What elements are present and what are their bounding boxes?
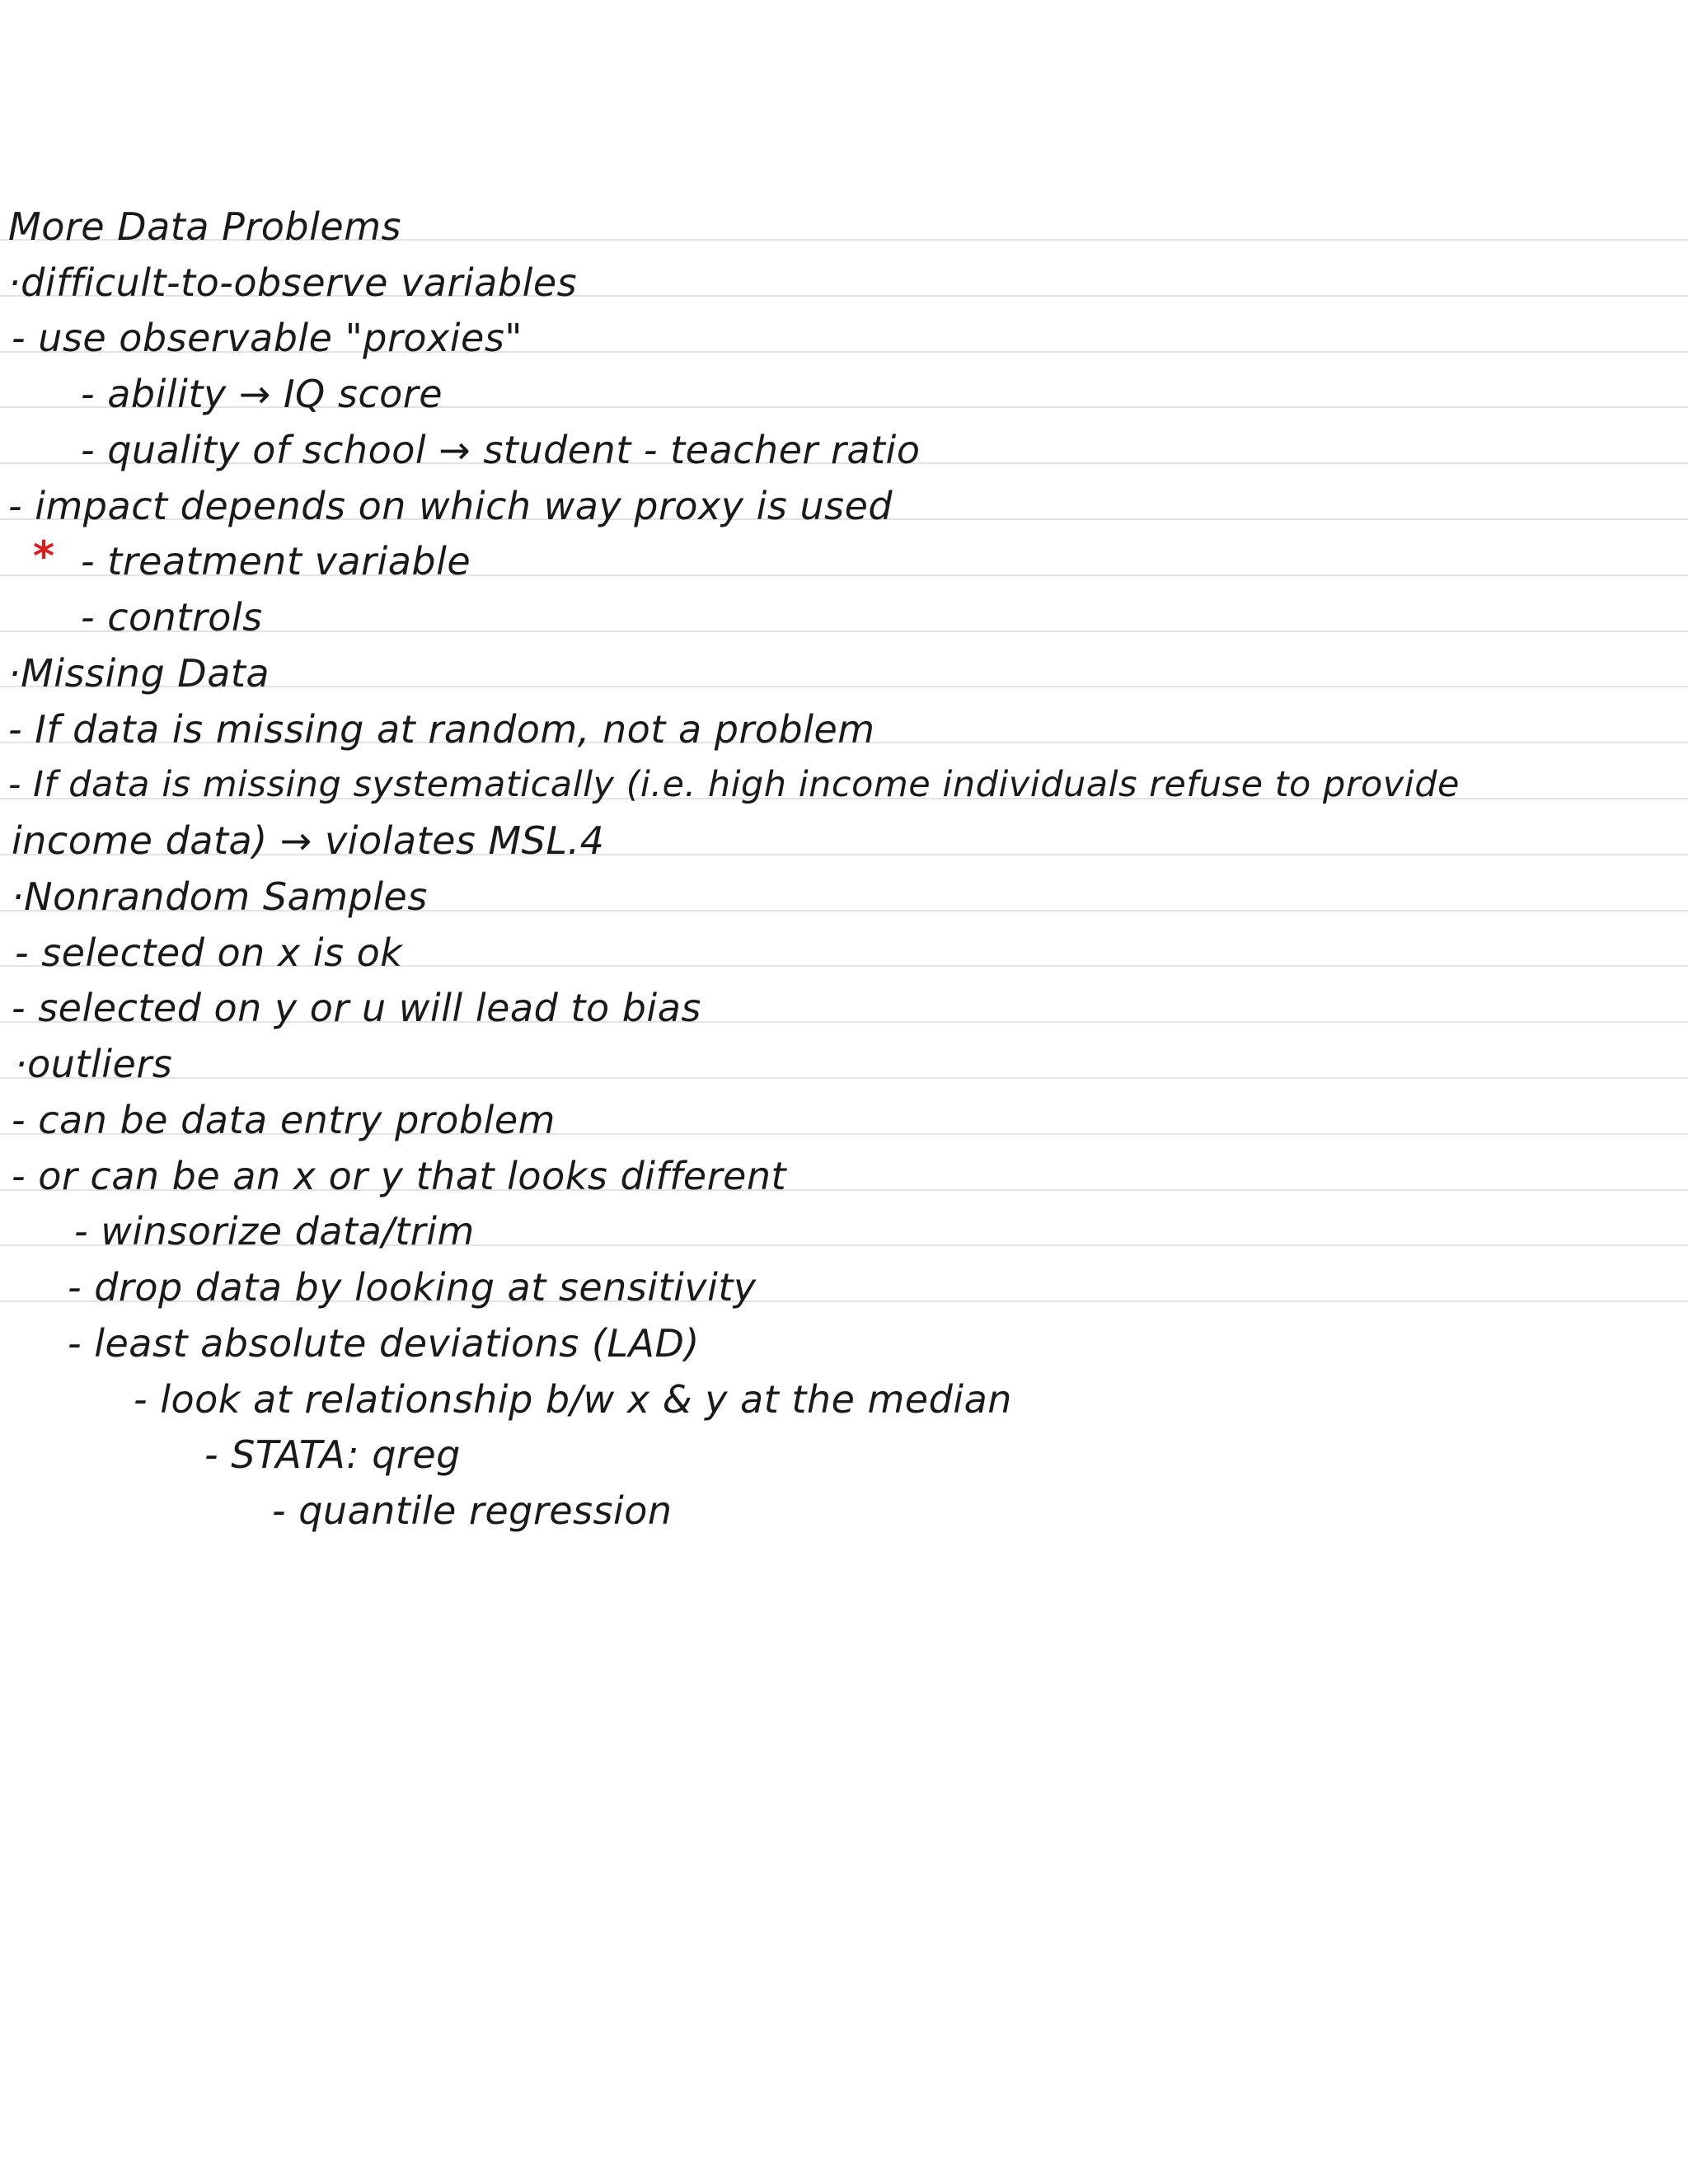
red-star-icon: * (33, 532, 55, 580)
note-line: - controls (81, 595, 263, 640)
note-line: - STATA: qreg (204, 1432, 461, 1477)
note-line: - selected on y or u will lead to bias (12, 986, 701, 1030)
note-line: - If data is missing at random, not a problem (8, 707, 875, 752)
note-line: - least absolute deviations (LAD) (68, 1321, 700, 1366)
ruled-line (0, 1077, 1688, 1079)
note-line: - quality of school → student - teacher ratio (81, 428, 921, 472)
section-heading: ·outliers (15, 1042, 173, 1086)
note-line: - quantile regression (272, 1488, 673, 1533)
note-line: - drop data by looking at sensitivity (68, 1265, 757, 1310)
note-line: - impact depends on which way proxy is used (8, 484, 893, 528)
note-line: - use observable "proxies" (12, 316, 523, 360)
section-heading: ·Nonrandom Samples (12, 874, 428, 919)
note-line: - If data is missing systematically (i.e. high income individuals refuse to provide (8, 764, 1460, 805)
section-heading: ·Missing Data (8, 651, 270, 696)
note-line: - or can be an x or y that looks different (12, 1154, 787, 1198)
note-line: - treatment variable (81, 539, 471, 583)
note-line: ·difficult-to-observe variables (8, 260, 578, 305)
note-line: - ability → IQ score (81, 372, 443, 416)
notes-title: More Data Problems (8, 204, 401, 249)
note-line: - selected on x is ok (15, 930, 403, 975)
note-line: - winsorize data/trim (74, 1209, 475, 1254)
note-line: income data) → violates MSL.4 (12, 818, 605, 863)
note-line: - can be data entry problem (12, 1098, 556, 1142)
note-line: - look at relationship b/w x & y at the median (134, 1377, 1012, 1422)
